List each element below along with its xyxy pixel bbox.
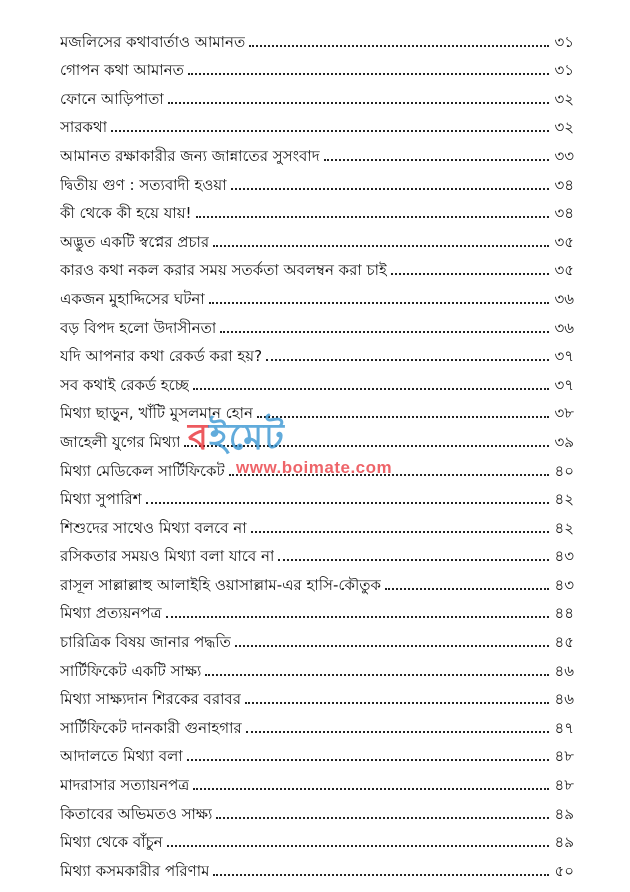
toc-entry: [60, 195, 574, 224]
toc-entry-page: ৩২: [554, 89, 574, 108]
dot-leader: [245, 702, 549, 704]
toc-entry-title: গোপন কথা আমানত: [60, 61, 184, 80]
toc-entry-title: আমানত রক্ষাকারীর জন্য জান্নাতের সুসংবাদ: [60, 146, 320, 165]
toc-entry-page: ৪০: [554, 461, 574, 480]
toc-entry: [60, 538, 574, 567]
toc-entry-page: ৪৬: [554, 661, 574, 680]
toc-entry: [60, 23, 574, 52]
toc-entry-title: দ্বিতীয় গুণ : সত্যবাদী হওয়া: [60, 175, 227, 194]
toc-entry-page: ৩৫: [554, 261, 574, 280]
toc-entry: [60, 366, 574, 395]
toc-entry: [60, 852, 574, 881]
toc-entry-page: ৪৩: [554, 575, 574, 594]
toc-entry: [60, 566, 574, 595]
toc-entry: [60, 280, 574, 309]
toc-entry: [60, 80, 574, 109]
toc-entry-title: আদালতে মিথ্যা বলা: [60, 747, 183, 766]
toc-entry-page: ৩৪: [554, 175, 574, 194]
toc-entry-page: ৩৩: [554, 146, 574, 165]
toc-entry-title: ফোনে আড়িপাতা: [60, 89, 164, 108]
toc-entry-page: ৪৮: [554, 776, 574, 795]
toc-entry-page: ৩১: [554, 32, 574, 51]
toc-entry-title: মিথ্যা ছাড়ুন, খাঁটি মুসলমান হোন: [60, 404, 253, 423]
boimate-logo-rest: ইমেট: [209, 417, 285, 458]
dot-leader: [184, 445, 549, 447]
toc-entry-page: ৩১: [554, 61, 574, 80]
dot-leader: [257, 416, 549, 418]
dot-leader: [324, 159, 549, 161]
toc-entry: [60, 252, 574, 281]
toc-entry: [60, 223, 574, 252]
toc-entry-title: মিথ্যা কসমকারীর পরিণাম: [60, 861, 210, 880]
toc-entry-title: কারও কথা নকল করার সময় সতর্কতা অবলম্বন করা চাই: [60, 261, 387, 280]
toc-entry-page: ৩৬: [554, 289, 574, 308]
toc-entry-page: ৪৫: [554, 633, 574, 652]
toc-entry: [60, 52, 574, 81]
toc-entry-title: জাহেলী যুগের মিথ্যা: [60, 432, 181, 451]
dot-leader: [246, 731, 549, 733]
dot-leader: [213, 245, 549, 247]
dot-leader: [193, 788, 549, 790]
toc-entry-page: ৪৪: [554, 604, 574, 623]
toc-entry-page: ৪৩: [554, 547, 574, 566]
toc-entry-page: ৩৯: [554, 432, 574, 451]
dot-leader: [209, 302, 549, 304]
toc-entry-page: ৩৪: [554, 204, 574, 223]
dot-leader: [205, 674, 549, 676]
dot-leader: [216, 817, 549, 819]
dot-leader: [229, 474, 549, 476]
dot-leader: [188, 73, 549, 75]
toc-entry-title: মাদরাসার সত্যায়নপত্র: [60, 776, 190, 795]
toc-entry-title: মজলিসের কথাবার্তাও আমানত: [60, 32, 246, 51]
dot-leader: [196, 216, 549, 218]
toc-entry-page: ৫০: [554, 861, 574, 880]
toc-entry-title: অদ্ভুত একটি স্বপ্নের প্রচার: [60, 232, 210, 251]
toc-entry-page: ৪৯: [554, 804, 574, 823]
table-of-contents: [60, 23, 574, 881]
toc-entry: [60, 709, 574, 738]
boimate-logo-first: ব: [188, 417, 210, 458]
toc-entry-title: যদি আপনার কথা রেকর্ড করা হয়?: [60, 347, 263, 366]
toc-entry-page: ৪২: [554, 490, 574, 509]
toc-entry-title: বড় বিপদ হলো উদাসীনতা: [60, 318, 217, 337]
dot-leader: [187, 759, 549, 761]
dot-leader: [391, 273, 549, 275]
dot-leader: [235, 645, 549, 647]
toc-entry: [60, 452, 574, 481]
dot-leader: [266, 359, 549, 361]
toc-entry-page: ৪৬: [554, 690, 574, 709]
toc-entry-title: সব কথাই রেকর্ড হচ্ছে: [60, 375, 189, 394]
dot-leader: [278, 559, 549, 561]
toc-entry-title: শিশুদের সাথেও মিথ্যা বলবে না: [60, 518, 247, 537]
toc-entry: [60, 423, 574, 452]
dot-leader: [251, 531, 549, 533]
dot-leader: [168, 102, 549, 104]
toc-entry-title: সার্টিফিকেট একটি সাক্ষ্য: [60, 661, 202, 680]
toc-entry-page: ৩৭: [554, 347, 574, 366]
dot-leader: [166, 616, 549, 618]
toc-entry: [60, 338, 574, 367]
toc-entry: [60, 109, 574, 138]
toc-entry: [60, 738, 574, 767]
toc-entry-title: সার্টিফিকেট দানকারী গুনাহগার: [60, 718, 242, 737]
toc-entry-page: ৪৯: [554, 833, 574, 852]
toc-entry: [60, 595, 574, 624]
toc-entry-page: ৩৬: [554, 318, 574, 337]
toc-entry: [60, 623, 574, 652]
toc-entry-title: একজন মুহাদ্দিসের ঘটনা: [60, 289, 205, 308]
toc-entry-title: মিথ্যা মেডিকেল সার্টিফিকেট: [60, 461, 225, 480]
dot-leader: [385, 588, 549, 590]
toc-entry-page: ৩৮: [554, 404, 574, 423]
dot-leader: [111, 130, 549, 132]
toc-entry-title: রসিকতার সময়ও মিথ্যা বলা যাবে না: [60, 547, 275, 566]
dot-leader: [193, 388, 549, 390]
dot-leader: [220, 331, 549, 333]
boimate-url: www.boimate.com: [236, 458, 393, 477]
toc-entry-title: মিথ্যা থেকে বাঁচুন: [60, 833, 163, 852]
toc-entry-title: সারকথা: [60, 118, 108, 137]
toc-entry-page: ৪৮: [554, 747, 574, 766]
dot-leader: [249, 45, 549, 47]
toc-entry-page: ৪২: [554, 518, 574, 537]
toc-entry-page: ৩৭: [554, 375, 574, 394]
toc-entry: [60, 681, 574, 710]
toc-entry-title: কী থেকে কী হয়ে যায়!: [60, 204, 192, 223]
toc-entry: [60, 309, 574, 338]
toc-entry: [60, 137, 574, 166]
dot-leader: [146, 502, 549, 504]
dot-leader: [167, 845, 549, 847]
toc-entry-title: কিতাবের অভিমতও সাক্ষ্য: [60, 804, 213, 823]
toc-entry: [60, 509, 574, 538]
toc-entry-title: মিথ্যা সুপারিশ: [60, 490, 142, 509]
toc-entry: [60, 652, 574, 681]
toc-entry-title: মিথ্যা সাক্ষ্যদান শিরকের বরাবর: [60, 690, 242, 709]
dot-leader: [231, 188, 549, 190]
toc-entry-page: ৩২: [554, 118, 574, 137]
toc-entry-title: মিথ্যা প্রত্যয়নপত্র: [60, 604, 162, 623]
toc-entry: [60, 795, 574, 824]
dot-leader: [213, 874, 549, 876]
toc-entry-title: রাসূল সাল্লাল্লাহু আলাইহি ওয়াসাল্লাম-এর হাসি-কৌতুক: [60, 575, 382, 594]
toc-entry: [60, 481, 574, 510]
toc-entry: [60, 766, 574, 795]
toc-entry: [60, 395, 574, 424]
toc-entry: [60, 824, 574, 853]
toc-entry-page: ৩৫: [554, 232, 574, 251]
toc-entry-page: ৪৭: [554, 718, 574, 737]
toc-entry-title: চারিত্রিক বিষয় জানার পদ্ধতি: [60, 633, 231, 652]
toc-entry: [60, 166, 574, 195]
